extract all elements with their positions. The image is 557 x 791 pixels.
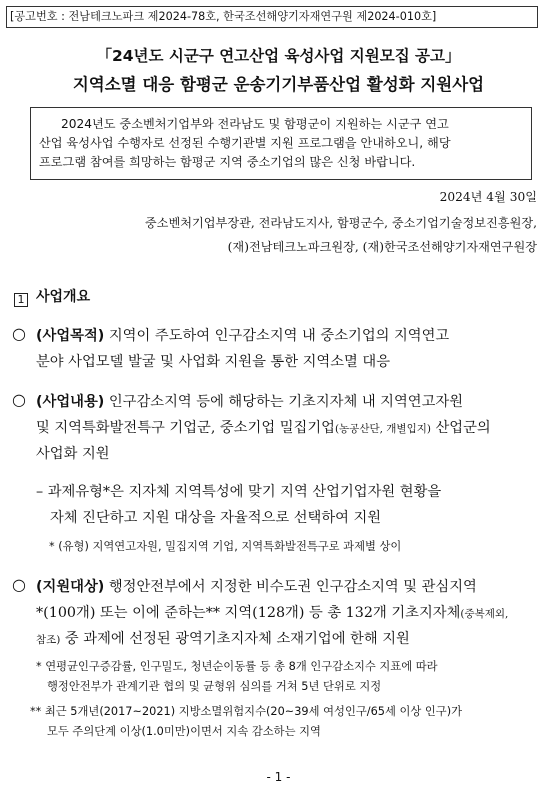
target-line-3 bbox=[36, 628, 410, 648]
notice-number-box bbox=[6, 6, 538, 28]
footnote-line: * 연평균인구증감률, 인구밀도, 청년순이동률 등 총 8개 인구감소지수 지표에 따라 bbox=[36, 660, 438, 673]
content-text: 및 지역특화발전특구 기업군, 중소기업 밀집기업 bbox=[36, 420, 335, 436]
bullet-circle: ○ bbox=[12, 390, 26, 409]
title-line-1: 「24년도 시군구 연고산업 육성사업 지원모집 공고」 bbox=[96, 47, 461, 65]
footnote-line: ** 최근 5개년(2017~2021) 지방소멸위험지수(20~39세 여성인구/65세 이상 인구)가 bbox=[30, 705, 463, 718]
section-title: 사업개요 bbox=[36, 289, 91, 305]
notice-date: 2024년 4월 30일 bbox=[439, 190, 537, 204]
purpose-text: 지역이 주도하여 인구감소지역 내 중소기업의 지역연고 bbox=[104, 328, 450, 344]
purpose-line-2: 분야 사업모델 발굴 및 사업화 지원을 통한 지역소멸 대응 bbox=[36, 354, 391, 370]
target-small-text: (중복제외, bbox=[460, 608, 509, 620]
target-text: 행정안전부에서 지정한 비수도권 인구감소지역 및 관심지역 bbox=[104, 579, 477, 595]
intro-line: 산업 육성사업 수행자로 선정된 수행기관별 지원 프로그램을 안내하오니, 해당 bbox=[39, 136, 451, 150]
page-number: - 1 - bbox=[266, 770, 291, 784]
content-sub-line-2: 자체 진단하고 지원 대상을 자율적으로 선택하여 지원 bbox=[50, 510, 382, 526]
purpose-line-1 bbox=[36, 325, 449, 345]
target-text: 중 과제에 선정된 광역기초지자체 소재기업에 한해 지원 bbox=[60, 631, 410, 647]
issuer-line: (재)전남테크노파크원장, (재)한국조선해양기자재연구원장 bbox=[227, 240, 537, 254]
purpose-label: (사업목적) bbox=[36, 328, 105, 344]
notice-number: [공고번호 : 전남테크노파크 제2024-78호, 한국조선해양기자재연구원 제2024-010호] bbox=[10, 10, 437, 23]
content-label: (사업내용) bbox=[36, 394, 105, 410]
issuer-line: 중소벤처기업부장관, 전라남도지사, 함평군수, 중소기업기술정보진흥원장, bbox=[144, 216, 537, 230]
footnote-line: 행정안전부가 관계기관 협의 및 균형위 심의를 거쳐 5년 단위로 지정 bbox=[47, 680, 382, 693]
content-small-text: (농공산단, 개별입지) bbox=[334, 423, 431, 435]
intro-box bbox=[30, 107, 532, 180]
target-label: (지원대상) bbox=[36, 579, 105, 595]
bullet-circle: ○ bbox=[12, 575, 26, 594]
title-line-2: 지역소멸 대응 함평군 운송기기부품산업 활성화 지원사업 bbox=[72, 75, 485, 94]
target-line-1 bbox=[36, 576, 477, 596]
target-text: *(100개) 또는 이에 준하는** 지역(128개) 등 총 132개 기초지자체 bbox=[36, 605, 461, 621]
content-note: * (유형) 지역연고자원, 밀집지역 기업, 지역특화발전특구로 과제별 상이 bbox=[49, 540, 402, 553]
content-line-3: 사업화 지원 bbox=[36, 446, 110, 462]
content-text: 인구감소지역 등에 해당하는 기초지자체 내 지역연고자원 bbox=[104, 394, 464, 410]
content-line-1 bbox=[36, 391, 463, 411]
bullet-circle: ○ bbox=[12, 324, 26, 343]
content-line-2 bbox=[36, 417, 491, 437]
target-small-text: 참조) bbox=[36, 634, 61, 646]
target-line-2 bbox=[36, 602, 508, 622]
footnote-line: 모두 주의단계 이상(1.0미만)이면서 지속 감소하는 지역 bbox=[47, 725, 321, 738]
intro-line: 2024년도 중소벤처기업부와 전라남도 및 함평군이 지원하는 시군구 연고 bbox=[61, 117, 449, 131]
intro-line: 프로그램 참여를 희망하는 함평군 지역 중소기업의 많은 신청 바랍니다. bbox=[39, 155, 416, 169]
content-sub-line-1: – 과제유형*은 지자체 지역특성에 맞기 지역 산업기업자원 현황을 bbox=[36, 484, 442, 500]
section-number: 1 bbox=[14, 293, 28, 307]
content-text: 산업군의 bbox=[430, 420, 491, 436]
section-heading bbox=[14, 286, 90, 307]
